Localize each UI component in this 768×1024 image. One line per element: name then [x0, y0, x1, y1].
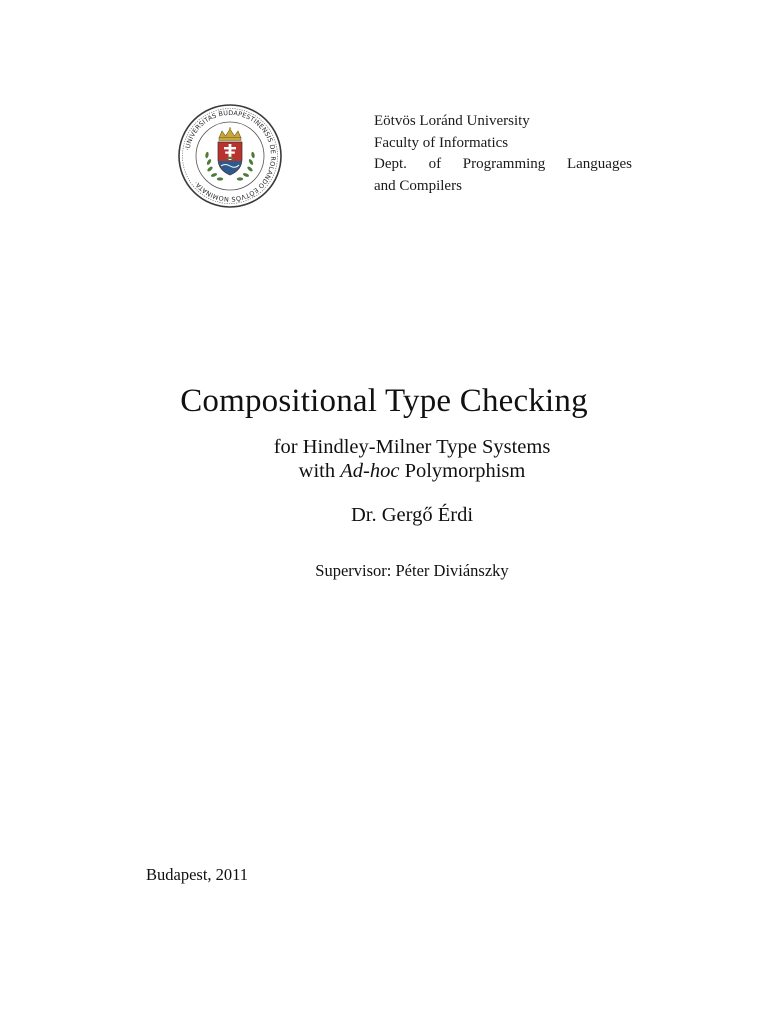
author-name: Dr. Gergő Érdi — [350, 504, 474, 526]
affiliation-block — [374, 111, 632, 198]
thesis-subtitle — [0, 435, 768, 483]
department-word: Dept. — [374, 156, 407, 173]
subtitle-prefix: with — [298, 460, 341, 482]
subtitle-emphasis: Ad-hoc — [340, 460, 400, 482]
department-word: Languages — [566, 156, 632, 173]
subtitle-suffix: Polymorphism — [399, 460, 526, 482]
thesis-title: Compositional Type Checking — [180, 383, 588, 419]
subtitle-line1: for Hindley-Milner Type Systems — [273, 436, 551, 458]
faculty-name: Faculty of Informatics — [374, 134, 509, 151]
seal-emblem-icon — [176, 104, 284, 208]
place-and-date: Budapest, 2011 — [146, 865, 249, 884]
seal-legend-text: ·UNIVERSITAS BUDAPESTINENSIS DE ROLANDO EÖTVÖS NOMINATA· — [183, 108, 278, 204]
subtitle-line2 — [0, 459, 768, 483]
supervisor-line: Supervisor: Péter Diviánszky — [315, 561, 509, 580]
department-word: of — [428, 156, 442, 173]
department-name-line2: and Compilers — [374, 178, 462, 195]
university-name: Eötvös Loránd University — [374, 113, 530, 129]
university-seal — [176, 104, 284, 208]
department-name-line1 — [374, 154, 632, 176]
department-word: Programming — [462, 156, 546, 173]
